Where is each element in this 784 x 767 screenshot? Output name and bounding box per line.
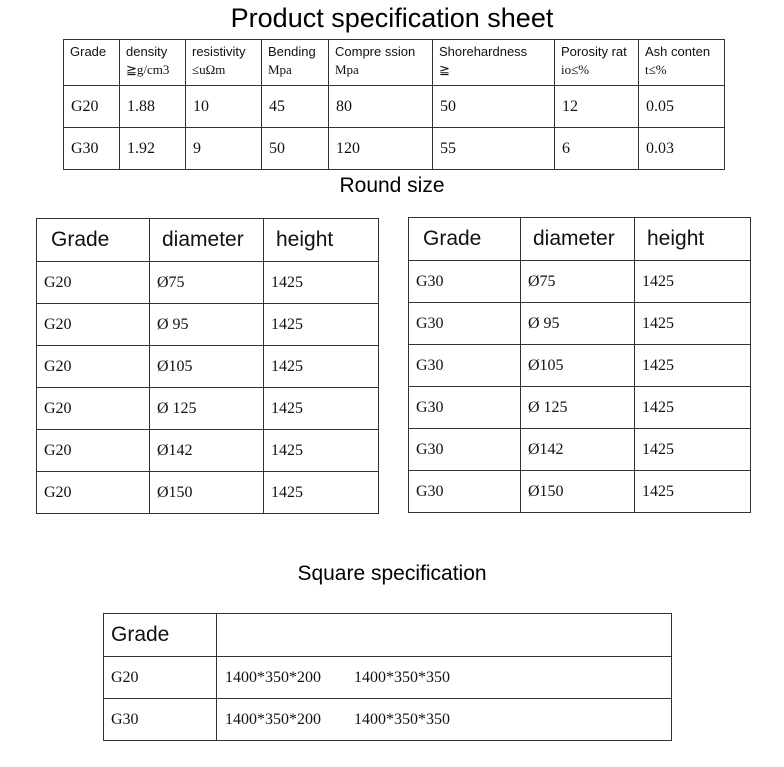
round-cell-diameter: Ø105	[521, 345, 635, 387]
round-size-table-g20	[36, 218, 379, 514]
round-cell-height: 1425	[264, 388, 379, 430]
spec-cell-resistivity: 10	[186, 86, 262, 128]
round-cell-diameter: Ø 95	[150, 304, 264, 346]
round-cell-diameter: Ø150	[521, 471, 635, 513]
round-cell-grade: G30	[409, 471, 521, 513]
spec-row	[64, 128, 725, 170]
round-cell-height: 1425	[635, 345, 751, 387]
round-header-grade: Grade	[37, 219, 150, 262]
spec-cell-resistivity: 9	[186, 128, 262, 170]
round-cell-diameter: Ø142	[521, 429, 635, 471]
round-header-row	[409, 218, 751, 261]
spec-header-label: Compre ssion	[335, 44, 416, 59]
round-cell-diameter: Ø 125	[150, 388, 264, 430]
round-cell-diameter: Ø 95	[521, 303, 635, 345]
round-cell-height: 1425	[635, 387, 751, 429]
table-row	[409, 387, 751, 429]
table-row	[409, 261, 751, 303]
spec-header-bending	[262, 40, 329, 86]
round-cell-grade: G20	[37, 388, 150, 430]
square-spec-table	[103, 613, 672, 741]
round-cell-diameter: Ø75	[150, 262, 264, 304]
spec-cell-porosity: 6	[555, 128, 639, 170]
table-row	[409, 303, 751, 345]
square-size: 1400*350*200	[225, 668, 321, 686]
square-cell-sizes	[217, 699, 672, 741]
table-row	[37, 346, 379, 388]
round-cell-height: 1425	[264, 304, 379, 346]
table-row	[104, 699, 672, 741]
round-header-grade: Grade	[409, 218, 521, 261]
spec-cell-grade: G20	[64, 86, 120, 128]
round-size-table-g30	[408, 217, 751, 513]
spec-cell-grade: G30	[64, 128, 120, 170]
table-row	[409, 345, 751, 387]
round-cell-diameter: Ø142	[150, 430, 264, 472]
spec-header-compression	[329, 40, 433, 86]
round-cell-height: 1425	[264, 262, 379, 304]
round-cell-grade: G20	[37, 262, 150, 304]
round-cell-diameter: Ø 125	[521, 387, 635, 429]
square-size: 1400*350*350	[354, 668, 450, 686]
spec-header-grade	[64, 40, 120, 86]
product-spec-table	[63, 39, 725, 170]
spec-header-label: Shorehardness	[439, 44, 528, 59]
spec-header-unit: Mpa	[268, 62, 292, 77]
round-header-diameter: diameter	[521, 218, 635, 261]
square-header-grade: Grade	[104, 614, 217, 657]
table-row	[37, 430, 379, 472]
spec-header-unit: ≤uΩm	[192, 62, 226, 77]
spec-header-density	[120, 40, 186, 86]
square-header-row	[104, 614, 672, 657]
round-cell-grade: G20	[37, 472, 150, 514]
spec-header-porosity	[555, 40, 639, 86]
round-cell-height: 1425	[264, 430, 379, 472]
spec-cell-density: 1.88	[120, 86, 186, 128]
spec-cell-porosity: 12	[555, 86, 639, 128]
square-size: 1400*350*350	[354, 710, 450, 728]
table-row	[37, 262, 379, 304]
spec-cell-shorehardness: 55	[433, 128, 555, 170]
square-cell-sizes	[217, 657, 672, 699]
table-row	[37, 304, 379, 346]
round-cell-height: 1425	[635, 261, 751, 303]
round-cell-height: 1425	[635, 471, 751, 513]
spec-header-label: resistivity	[192, 44, 246, 59]
table-row	[37, 388, 379, 430]
spec-header-row	[64, 40, 725, 86]
square-spec-title: Square specification	[297, 562, 487, 585]
round-cell-diameter: Ø75	[521, 261, 635, 303]
square-cell-grade: G20	[104, 657, 217, 699]
round-cell-grade: G30	[409, 429, 521, 471]
round-header-height: height	[635, 218, 751, 261]
spec-header-resistivity	[186, 40, 262, 86]
spec-cell-density: 1.92	[120, 128, 186, 170]
table-row	[409, 471, 751, 513]
spec-header-unit: ≧	[439, 62, 450, 77]
round-cell-height: 1425	[635, 303, 751, 345]
spec-header-shorehardness	[433, 40, 555, 86]
spec-cell-bending: 45	[262, 86, 329, 128]
spec-cell-compression: 120	[329, 128, 433, 170]
round-cell-height: 1425	[264, 472, 379, 514]
spec-header-label: Grade	[70, 44, 107, 59]
spec-header-unit: Mpa	[335, 62, 359, 77]
spec-header-ash	[639, 40, 725, 86]
round-cell-grade: G30	[409, 387, 521, 429]
spec-header-label: Bending	[268, 44, 316, 59]
spec-cell-ash: 0.05	[639, 86, 725, 128]
round-cell-grade: G20	[37, 430, 150, 472]
round-cell-height: 1425	[264, 346, 379, 388]
round-cell-grade: G30	[409, 345, 521, 387]
spec-header-unit: io≤%	[561, 62, 590, 77]
spec-cell-ash: 0.03	[639, 128, 725, 170]
square-header-sizes	[217, 614, 672, 657]
round-header-row	[37, 219, 379, 262]
round-header-diameter: diameter	[150, 219, 264, 262]
spec-header-label: Ash conten	[645, 44, 711, 59]
square-cell-grade: G30	[104, 699, 217, 741]
round-cell-grade: G20	[37, 304, 150, 346]
round-cell-diameter: Ø150	[150, 472, 264, 514]
round-cell-height: 1425	[635, 429, 751, 471]
square-size: 1400*350*200	[225, 710, 321, 728]
page-title: Product specification sheet	[230, 3, 554, 33]
spec-header-label: density	[126, 44, 168, 59]
spec-cell-shorehardness: 50	[433, 86, 555, 128]
spec-header-label: Porosity rat	[561, 44, 627, 59]
spec-row	[64, 86, 725, 128]
round-cell-grade: G30	[409, 303, 521, 345]
spec-cell-compression: 80	[329, 86, 433, 128]
spec-cell-bending: 50	[262, 128, 329, 170]
round-size-title: Round size	[339, 174, 445, 197]
round-cell-grade: G30	[409, 261, 521, 303]
spec-header-unit: ≧g/cm3	[126, 62, 170, 77]
round-cell-diameter: Ø105	[150, 346, 264, 388]
round-header-height: height	[264, 219, 379, 262]
table-row	[104, 657, 672, 699]
round-cell-grade: G20	[37, 346, 150, 388]
table-row	[409, 429, 751, 471]
spec-header-unit: t≤%	[645, 62, 667, 77]
table-row	[37, 472, 379, 514]
